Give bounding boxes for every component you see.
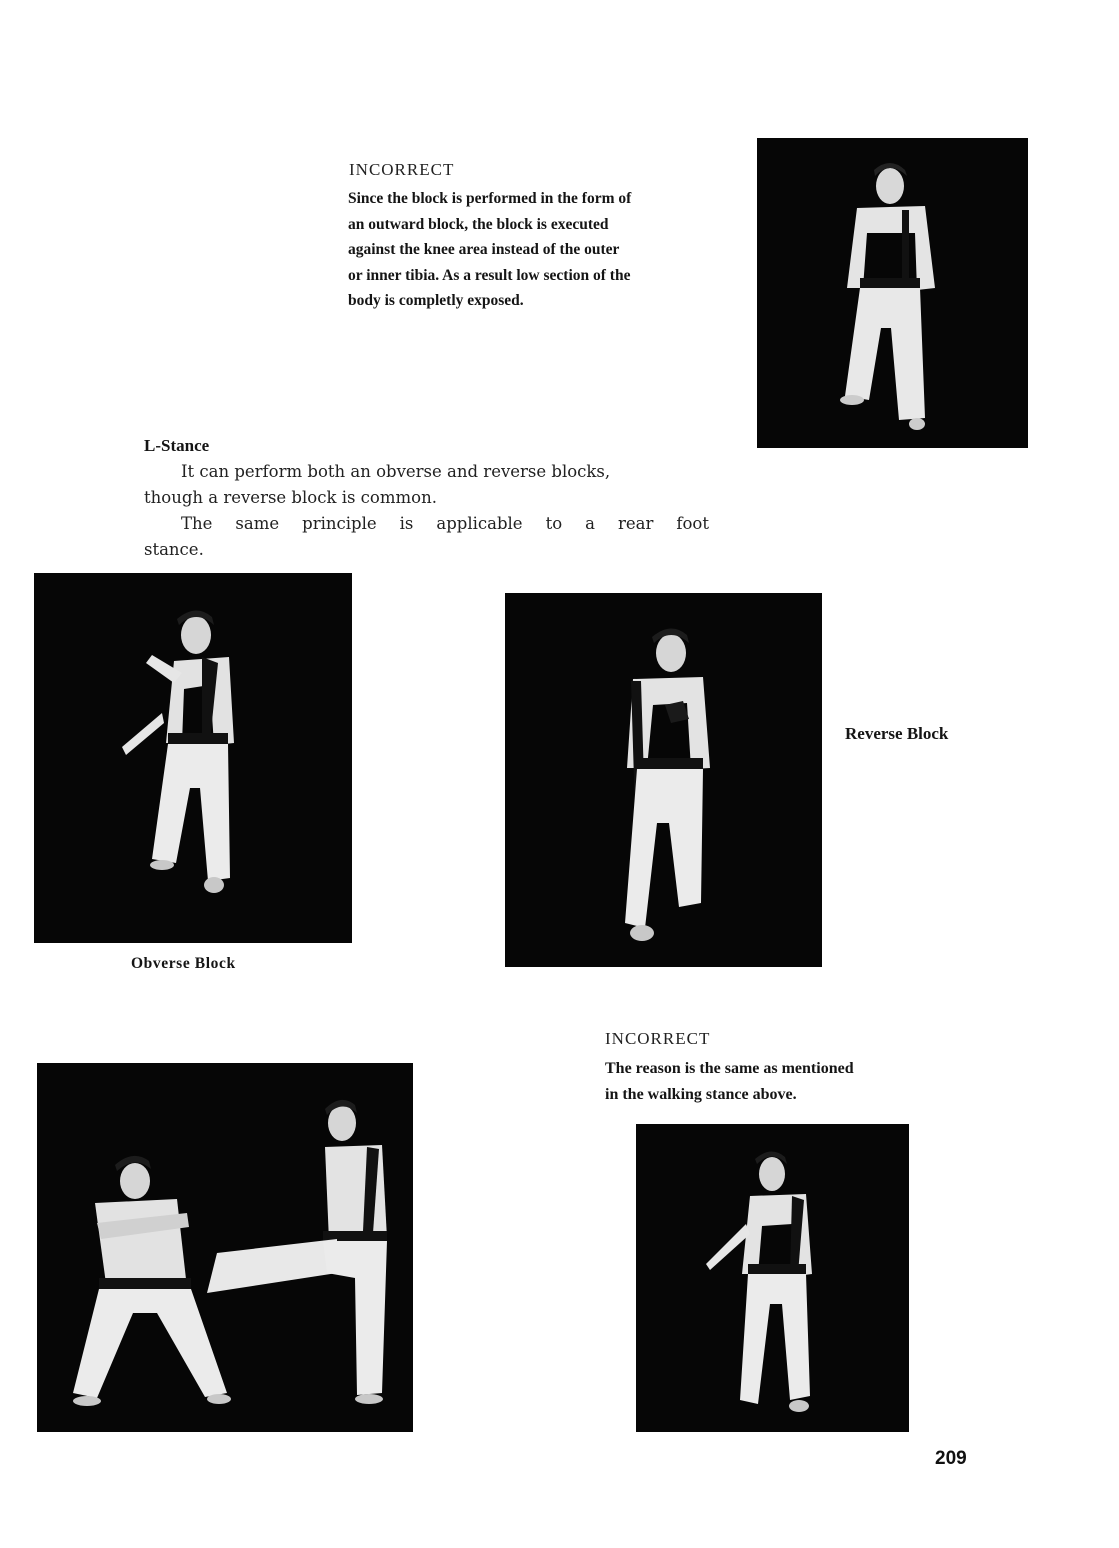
caption-reverse-block: Reverse Block (845, 724, 949, 743)
page-number: 209 (935, 1448, 967, 1469)
photo-reverse-block (505, 593, 822, 967)
incorrect-explanation-top (348, 186, 748, 314)
section-heading-l-stance: L-Stance (144, 436, 210, 455)
text-line: It can perform both an obverse and reverse blocks, (181, 462, 611, 481)
text-line: against the knee area instead of the outer (348, 241, 620, 258)
incorrect-label-bottom: INCORRECT (605, 1029, 711, 1048)
text-line: stance. (144, 540, 204, 559)
text-line: Since the block is performed in the form of (348, 190, 632, 207)
l-stance-body (144, 459, 709, 563)
photo-obverse-block (34, 573, 352, 943)
text-line: though a reverse block is common. (144, 488, 437, 507)
text-line: The reason is the same as mentioned (605, 1060, 854, 1077)
text-line: body is completly exposed. (348, 292, 524, 309)
text-line: The same principle is applicable to a rear foot (181, 514, 709, 533)
photo-kick-block-pair (37, 1063, 413, 1432)
photo-incorrect-l-stance (636, 1124, 909, 1432)
incorrect-label-top: INCORRECT (349, 160, 455, 179)
text-line: in the walking stance above. (605, 1085, 797, 1103)
incorrect-explanation-bottom (605, 1056, 985, 1107)
text-line: an outward block, the block is executed (348, 215, 609, 233)
text-line: or inner tibia. As a result low section of the (348, 266, 631, 284)
caption-obverse-block: Obverse Block (131, 955, 236, 972)
photo-incorrect-low-block (757, 138, 1028, 448)
